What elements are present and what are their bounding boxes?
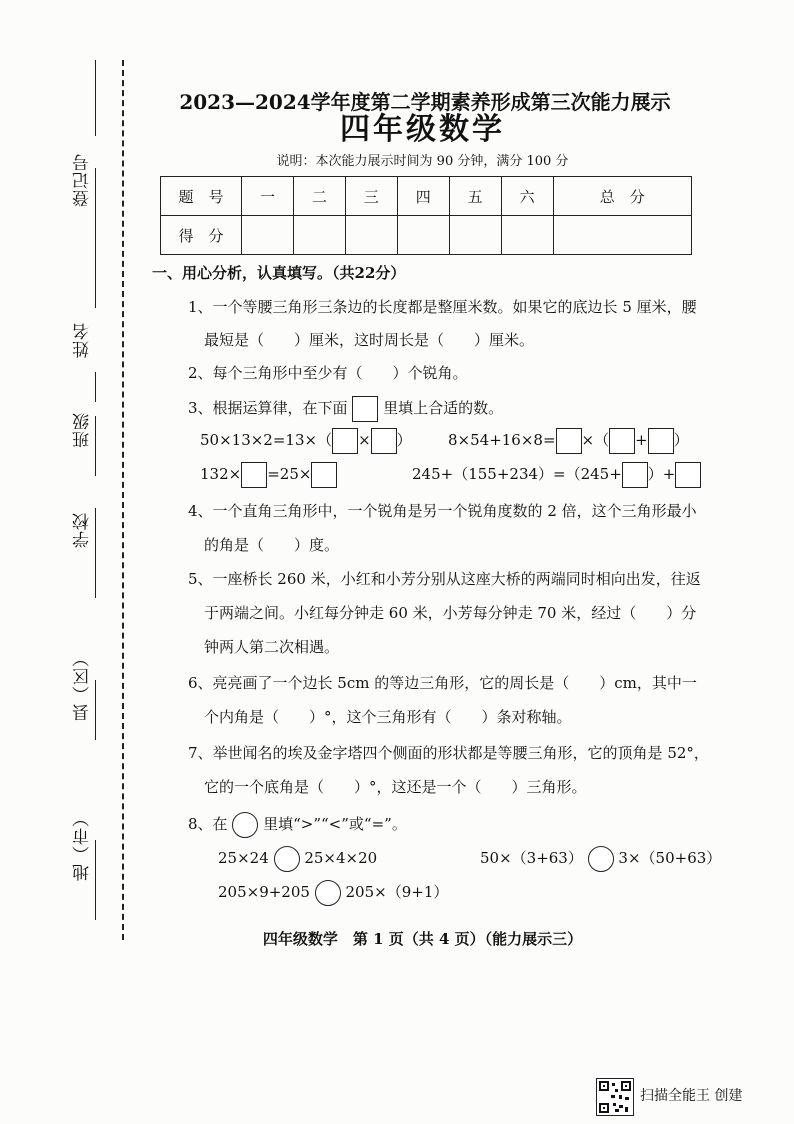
compare-circle[interactable] (588, 846, 614, 872)
score-header-row (161, 177, 692, 216)
question-8-compare-2 (480, 846, 721, 872)
answer-box[interactable] (648, 428, 674, 454)
score-cell[interactable] (501, 216, 553, 255)
blank-line-county[interactable] (95, 508, 96, 598)
expr-text: 50×（3+63） (480, 849, 583, 867)
question-4-line-1: 4、一个直角三角形中，一个锐角是另一个锐角度数的 2 倍，这个三角形最小 (188, 502, 697, 520)
question-4-line-2: 的角是（ ）度。 (204, 536, 340, 554)
blank-line-reg[interactable] (95, 60, 96, 136)
expr-text: 25×24 (218, 849, 269, 867)
score-cell[interactable] (553, 216, 691, 255)
expr-text: ）+ (647, 465, 676, 483)
score-header-cell: 四 (397, 177, 449, 216)
answer-box (352, 396, 378, 422)
subject-title: 四年级数学 (340, 112, 505, 147)
answer-box[interactable] (241, 462, 267, 488)
question-8-prefix: 8、在 (188, 815, 228, 833)
score-header-cell: 六 (501, 177, 553, 216)
score-cell[interactable] (293, 216, 345, 255)
question-6-line-2: 个内角是（ ）°，这个三角形有（ ）条对称轴。 (204, 708, 572, 726)
expr-text: 245+（155+234）=（245+ (412, 465, 622, 483)
question-2: 2、每个三角形中至少有（ ）个锐角。 (188, 364, 468, 382)
question-3-expression-3 (200, 462, 337, 488)
question-5-line-1: 5、一座桥长 260 米，小红和小芳分别从这座大桥的两端同时相向出发，往返 (188, 570, 701, 588)
expr-text: + (635, 431, 648, 449)
expr-text: ×（ (581, 431, 610, 449)
binding-margin (70, 60, 110, 940)
question-8-suffix: 里填“>”“<”或“=”。 (263, 815, 407, 833)
question-8-compare-3 (218, 880, 448, 906)
expr-text: × (358, 431, 371, 449)
score-cell[interactable] (242, 216, 294, 255)
score-header-cell: 题 号 (161, 177, 242, 216)
score-cell[interactable] (449, 216, 501, 255)
blank-line-name[interactable] (95, 168, 96, 308)
city-label: 地（市） (73, 809, 93, 881)
score-header-cell: 二 (293, 177, 345, 216)
answer-box[interactable] (332, 428, 358, 454)
blank-line-city[interactable] (95, 680, 96, 740)
score-header-cell: 五 (449, 177, 501, 216)
score-table (160, 176, 692, 255)
name-label: 姓名 (73, 322, 93, 358)
school-label: 学校 (73, 512, 93, 548)
score-cell[interactable] (345, 216, 397, 255)
question-3-expression-1 (200, 428, 412, 454)
score-header-cell: 总 分 (553, 177, 691, 216)
question-8 (188, 812, 407, 838)
qr-code-icon (596, 1078, 634, 1116)
score-value-row (161, 216, 692, 255)
score-header-cell: 一 (242, 177, 294, 216)
blank-line-city-2[interactable] (95, 840, 96, 920)
reg-label: 登记号 (73, 153, 93, 207)
expr-text: 205×（9+1） (345, 883, 449, 901)
expr-text: 8×54+16×8= (448, 431, 556, 449)
question-7-line-1: 7、举世闻名的埃及金字塔四个侧面的形状都是等腰三角形，它的顶角是 52°， (188, 744, 709, 762)
answer-box[interactable] (609, 428, 635, 454)
question-5-line-3: 钟两人第二次相遇。 (204, 638, 340, 656)
blank-line-class[interactable] (95, 372, 96, 402)
answer-box[interactable] (622, 462, 648, 488)
class-label: 班级 (73, 412, 93, 448)
expr-text: 205×9+205 (218, 883, 310, 901)
question-7-line-2: 它的一个底角是（ ）°，这还是一个（ ）三角形。 (204, 778, 587, 796)
score-header-cell: 三 (345, 177, 397, 216)
question-3-expression-2 (448, 428, 689, 454)
expr-text: 50×13×2=13×（ (200, 431, 333, 449)
expr-text: 3×（50+63） (618, 849, 722, 867)
compare-circle (232, 812, 258, 838)
expr-text: 25×4×20 (304, 849, 378, 867)
county-label: 县（区） (73, 649, 93, 721)
exam-title: 2023—2024学年度第二学期素养形成第三次能力展示 (179, 90, 671, 114)
binding-dashed-line (122, 60, 124, 940)
expr-text: ） (396, 431, 412, 449)
exam-note: 说明：本次能力展示时间为 90 分钟，满分 100 分 (276, 154, 569, 169)
question-5-line-2: 于两端之间。小红每分钟走 60 米，小芳每分钟走 70 米，经过（ ）分 (204, 604, 697, 622)
answer-box[interactable] (675, 462, 701, 488)
answer-box[interactable] (556, 428, 582, 454)
compare-circle[interactable] (315, 880, 341, 906)
expr-text: 132× (200, 465, 242, 483)
page-footer: 四年级数学 第 1 页（共 4 页）（能力展示三） (262, 930, 583, 948)
question-1-line-2: 最短是（ ）厘米，这时周长是（ ）厘米。 (204, 331, 535, 349)
blank-line-school[interactable] (95, 416, 96, 476)
question-3-expression-4 (412, 462, 701, 488)
question-3 (188, 396, 503, 422)
question-3-suffix: 里填上合适的数。 (383, 399, 504, 417)
question-8-compare-1 (218, 846, 377, 872)
score-cell[interactable] (397, 216, 449, 255)
question-1-line-1: 1、一个等腰三角形三条边的长度都是整厘米数。如果它的底边长 5 厘米，腰 (188, 298, 697, 316)
answer-box[interactable] (371, 428, 397, 454)
score-row-label: 得 分 (161, 216, 242, 255)
question-6-line-1: 6、亮亮画了一个边长 5cm 的等边三角形，它的周长是（ ）cm，其中一 (188, 674, 697, 692)
answer-box[interactable] (311, 462, 337, 488)
section-heading: 一、用心分析，认真填写。（共22分） (152, 264, 406, 282)
scanner-watermark: 扫描全能王 创建 (640, 1088, 743, 1104)
expr-text: =25× (267, 465, 312, 483)
expr-text: ） (673, 431, 689, 449)
question-3-prefix: 3、根据运算律，在下面 (188, 399, 348, 417)
compare-circle[interactable] (274, 846, 300, 872)
